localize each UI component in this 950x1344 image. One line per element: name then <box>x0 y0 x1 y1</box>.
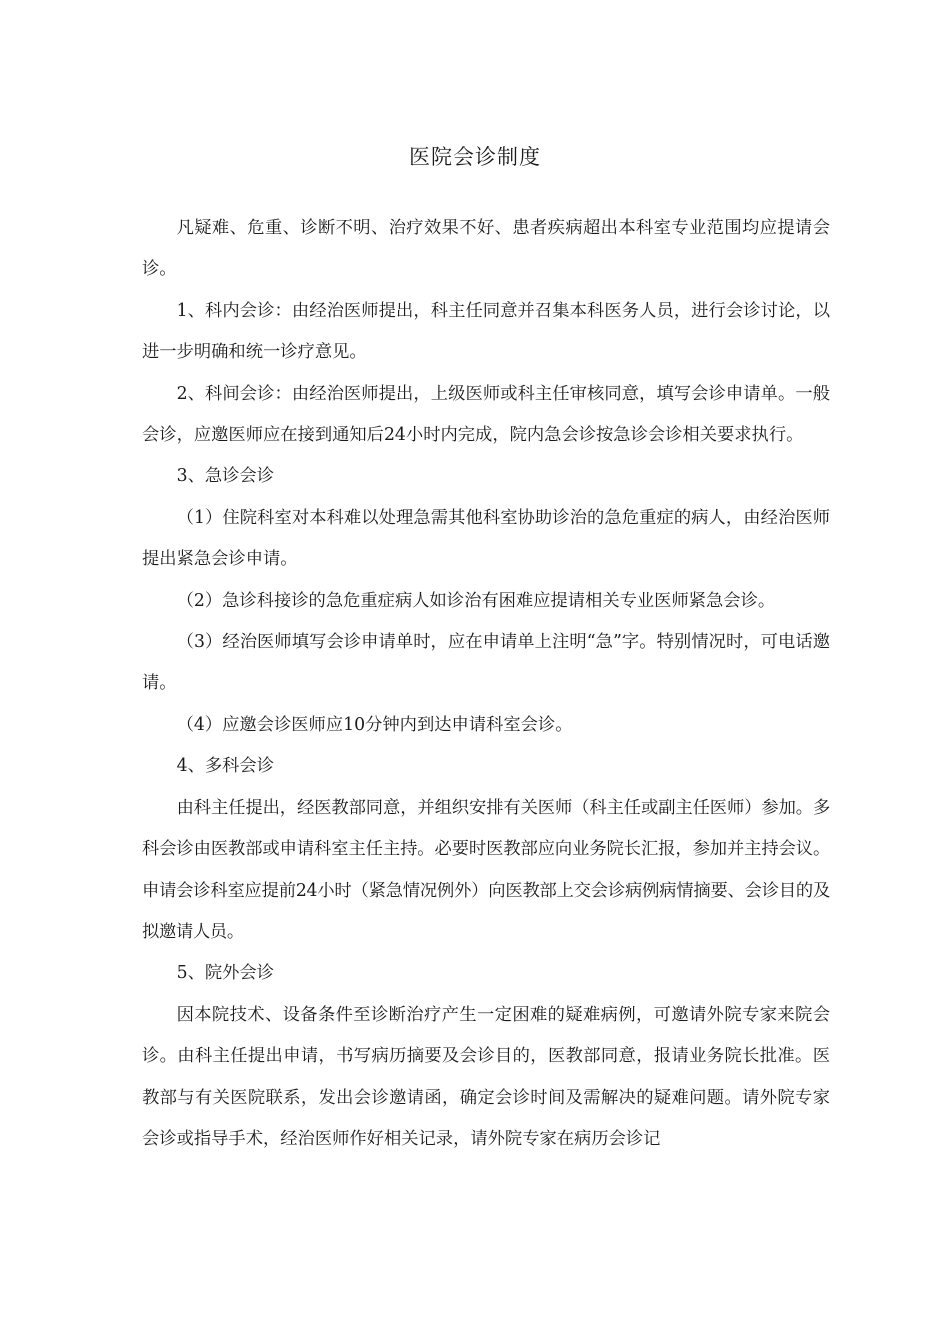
section-4-paragraph: 由科主任提出，经医教部同意，并组织安排有关医师（科主任或副主任医师）参加。多科会诊由医教部或申请科室主任主持。必要时医教部应向业务院长汇报，参加并主持会议。申请会诊科室应提前24小时（紧急情况例外）向医教部上交会诊病例病情摘要、会诊目的及拟邀请人员。 <box>142 797 830 942</box>
document-title: 医院会诊制度 <box>409 145 541 169</box>
section-5-heading: 5、院外会诊 <box>176 963 274 984</box>
section-2-paragraph: 2、科间会诊：由经治医师提出，上级医师或科主任审核同意，填写会诊申请单。一般会诊，应邀医师应在接到通知后24小时内完成，院内急会诊按急诊会诊相关要求执行。 <box>142 383 830 446</box>
section-3-item-3: （3）经治医师填写会诊申请单时，应在申请单上注明“急”字。特别情况时，可电话邀请。 <box>142 632 830 694</box>
section-4-heading: 4、多科会诊 <box>176 756 274 777</box>
section-3-item-2: （2）急诊科接诊的急危重症病人如诊治有困难应提请相关专业医师紧急会诊。 <box>176 590 776 611</box>
document-body <box>142 208 830 1160</box>
section-5-paragraph: 因本院技术、设备条件至诊断治疗产生一定困难的疑难病例，可邀请外院专家来院会诊。由科主任提出申请，书写病历摘要及会诊目的，医教部同意，报请业务院长批准。医教部与有关医院联系，发出会诊邀请函，确定会诊时间及需解决的疑难问题。请外院专家会诊或指导手术，经治医师作好相关记录，请外院专家在病历会诊记 <box>142 1004 830 1149</box>
section-3-item-4: （4）应邀会诊医师应10分钟内到达申请科室会诊。 <box>176 714 573 735</box>
intro-paragraph: 凡疑难、危重、诊断不明、治疗效果不好、患者疾病超出本科室专业范围均应提请会诊。 <box>142 218 830 280</box>
section-1-paragraph: 1、科内会诊：由经治医师提出，科主任同意并召集本科医务人员，进行会诊讨论，以进一步明确和统一诊疗意见。 <box>142 300 830 363</box>
section-3-item-1: （1）住院科室对本科难以处理急需其他科室协助诊治的急危重症的病人，由经治医师提出紧急会诊申请。 <box>142 507 830 570</box>
section-3-heading: 3、急诊会诊 <box>176 466 274 487</box>
